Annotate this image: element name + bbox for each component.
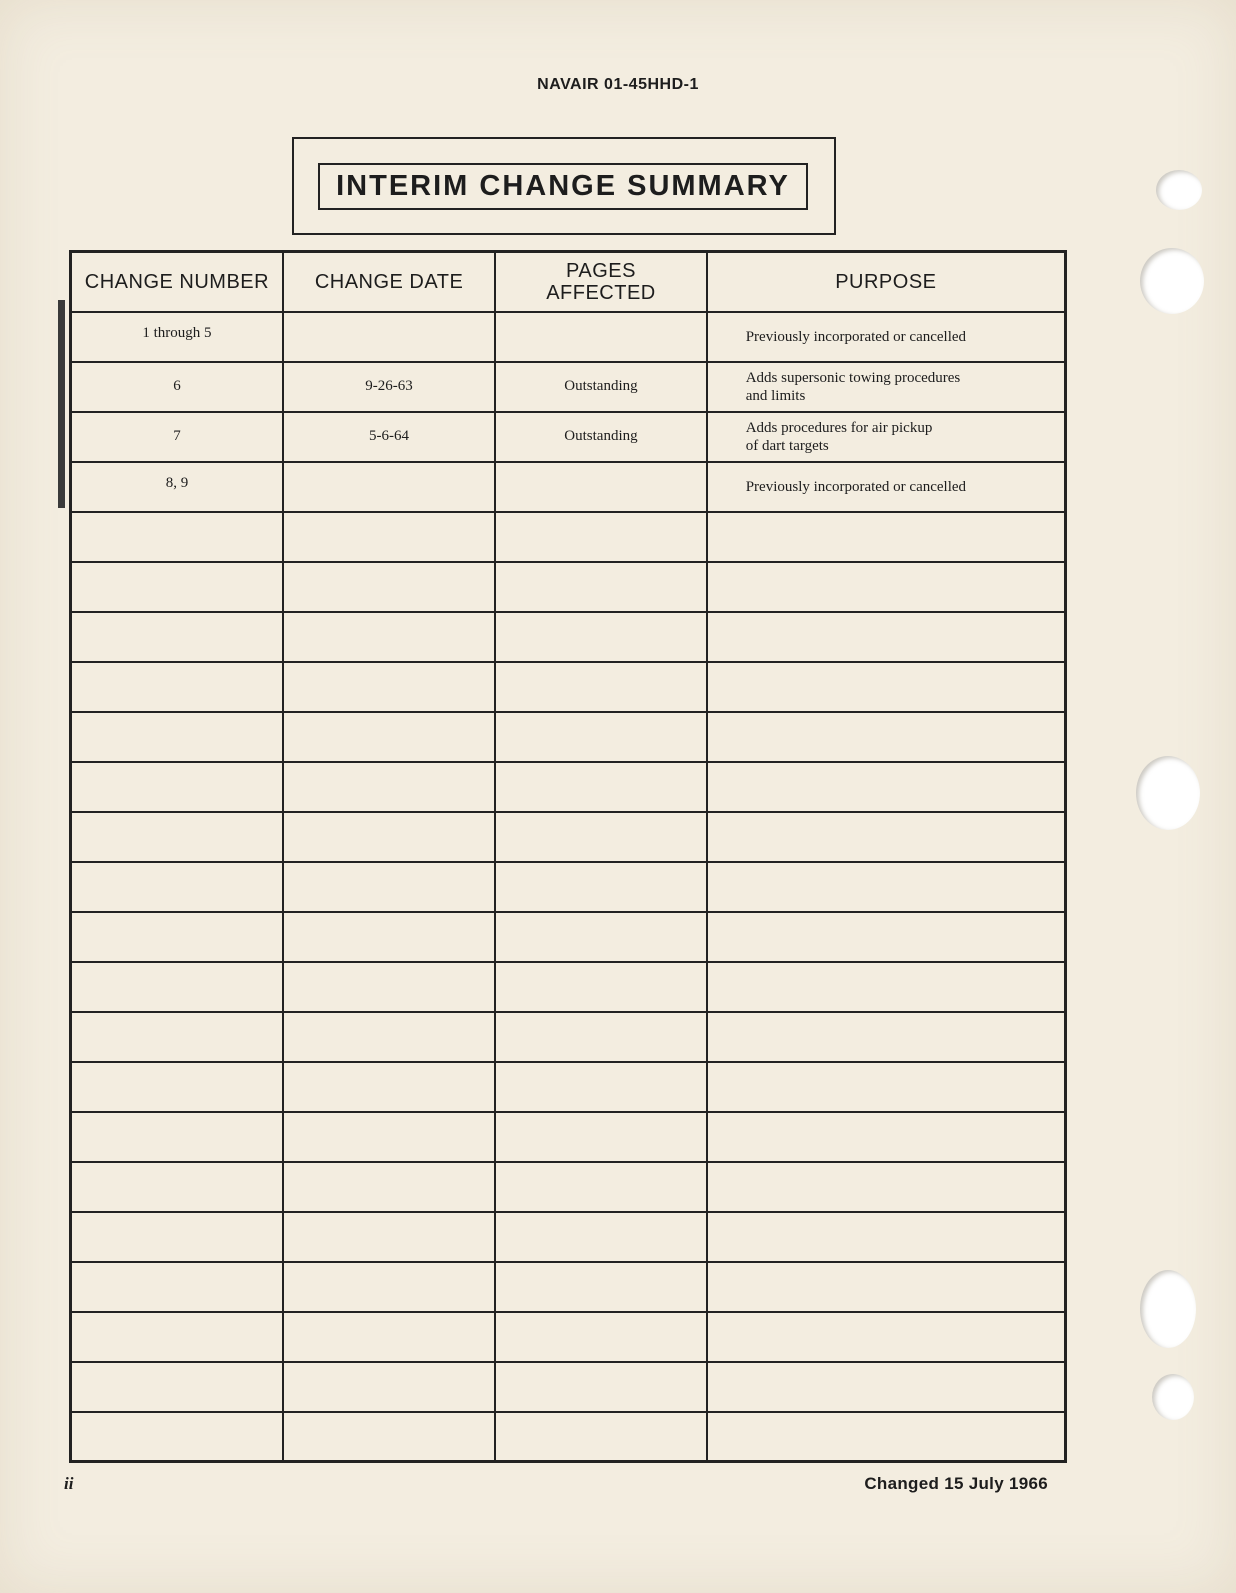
purpose-cell: [707, 1112, 1066, 1162]
change-number-cell: [71, 962, 283, 1012]
empty-table-row: [71, 1312, 1066, 1362]
change-number-cell: [71, 1012, 283, 1062]
change-bar: [58, 300, 65, 508]
change-date-cell: [283, 462, 495, 512]
pages-affected-cell: Outstanding: [495, 412, 706, 462]
pages-affected-cell: [495, 762, 706, 812]
column-header-pages-affected: PAGES AFFECTED: [495, 252, 706, 312]
pages-affected-cell: [495, 512, 706, 562]
purpose-cell: [707, 562, 1066, 612]
pages-affected-cell: [495, 1312, 706, 1362]
punch-hole: [1156, 170, 1202, 210]
pages-affected-cell: [495, 962, 706, 1012]
punch-hole: [1152, 1374, 1194, 1420]
change-date-cell: [283, 812, 495, 862]
change-date-cell: [283, 662, 495, 712]
pages-affected-cell: [495, 562, 706, 612]
pages-affected-cell: [495, 1412, 706, 1462]
page-title: INTERIM CHANGE SUMMARY: [318, 163, 808, 210]
change-date-cell: [283, 862, 495, 912]
purpose-cell: [707, 812, 1066, 862]
empty-table-row: [71, 1112, 1066, 1162]
punch-hole: [1140, 1270, 1196, 1348]
pages-affected-cell: [495, 662, 706, 712]
change-number-cell: [71, 1362, 283, 1412]
empty-table-row: [71, 612, 1066, 662]
purpose-cell: [707, 1362, 1066, 1412]
column-header-purpose: PURPOSE: [707, 252, 1066, 312]
change-date-cell: [283, 962, 495, 1012]
pages-affected-cell: [495, 712, 706, 762]
pages-affected-cell: [495, 1162, 706, 1212]
empty-table-row: [71, 1362, 1066, 1412]
purpose-cell: [707, 1162, 1066, 1212]
purpose-cell: Adds supersonic towing procedures and limits: [707, 362, 1066, 412]
pages-affected-cell: [495, 612, 706, 662]
purpose-cell: [707, 1062, 1066, 1112]
empty-table-row: [71, 712, 1066, 762]
change-number-cell: [71, 1062, 283, 1112]
change-date-cell: [283, 1312, 495, 1362]
change-number-cell: 8, 9: [71, 462, 283, 512]
purpose-cell: [707, 1012, 1066, 1062]
change-number-cell: [71, 1112, 283, 1162]
page-number: ii: [64, 1474, 74, 1493]
change-date-cell: [283, 562, 495, 612]
change-date-footer: Changed 15 July 1966: [864, 1474, 1048, 1493]
purpose-cell: [707, 1412, 1066, 1462]
empty-table-row: [71, 1412, 1066, 1462]
change-number-cell: [71, 562, 283, 612]
change-number-cell: [71, 1412, 283, 1462]
purpose-cell: [707, 1262, 1066, 1312]
table-header-row: [71, 252, 1066, 312]
change-number-cell: [71, 862, 283, 912]
change-number-cell: [71, 612, 283, 662]
change-number-cell: [71, 1262, 283, 1312]
change-number-cell: [71, 1162, 283, 1212]
pages-affected-cell: [495, 1012, 706, 1062]
pages-affected-cell: [495, 912, 706, 962]
change-date-cell: [283, 1212, 495, 1262]
change-date-cell: 5-6-64: [283, 412, 495, 462]
pages-affected-cell: Outstanding: [495, 362, 706, 412]
change-date-cell: [283, 512, 495, 562]
purpose-cell: [707, 912, 1066, 962]
table-row: [71, 412, 1066, 462]
pages-affected-cell: [495, 1362, 706, 1412]
change-number-cell: [71, 1312, 283, 1362]
purpose-cell: [707, 962, 1066, 1012]
change-date-cell: [283, 1412, 495, 1462]
column-header-change-date: CHANGE DATE: [283, 252, 495, 312]
change-number-cell: [71, 812, 283, 862]
purpose-cell: [707, 762, 1066, 812]
empty-table-row: [71, 812, 1066, 862]
empty-table-row: [71, 1012, 1066, 1062]
change-date-cell: [283, 1362, 495, 1412]
purpose-cell: [707, 1212, 1066, 1262]
change-date-cell: [283, 1112, 495, 1162]
purpose-cell: Adds procedures for air pickup of dart targets: [707, 412, 1066, 462]
change-date-cell: [283, 612, 495, 662]
pages-affected-cell: [495, 1112, 706, 1162]
empty-table-row: [71, 1062, 1066, 1112]
pages-affected-cell: [495, 862, 706, 912]
column-header-change-number: CHANGE NUMBER: [71, 252, 283, 312]
empty-table-row: [71, 1162, 1066, 1212]
empty-table-row: [71, 1262, 1066, 1312]
table-row: [71, 462, 1066, 512]
change-number-cell: [71, 1212, 283, 1262]
pages-affected-cell: [495, 1062, 706, 1112]
purpose-cell: Previously incorporated or cancelled: [707, 312, 1066, 362]
empty-table-row: [71, 912, 1066, 962]
change-date-cell: [283, 712, 495, 762]
change-number-cell: [71, 712, 283, 762]
change-number-cell: 7: [71, 412, 283, 462]
empty-table-row: [71, 512, 1066, 562]
change-date-cell: [283, 1162, 495, 1212]
purpose-cell: Previously incorporated or cancelled: [707, 462, 1066, 512]
change-date-cell: [283, 762, 495, 812]
empty-table-row: [71, 562, 1066, 612]
purpose-cell: [707, 512, 1066, 562]
change-number-cell: [71, 662, 283, 712]
empty-table-row: [71, 1212, 1066, 1262]
change-date-cell: [283, 312, 495, 362]
change-date-cell: [283, 1012, 495, 1062]
interim-change-table: [69, 250, 1067, 1463]
empty-table-row: [71, 762, 1066, 812]
pages-affected-cell: [495, 462, 706, 512]
purpose-cell: [707, 1312, 1066, 1362]
purpose-cell: [707, 712, 1066, 762]
change-date-cell: [283, 912, 495, 962]
document-number: NAVAIR 01-45HHD-1: [537, 76, 699, 93]
pages-affected-cell: [495, 1262, 706, 1312]
change-number-cell: [71, 762, 283, 812]
change-number-cell: [71, 912, 283, 962]
change-date-cell: 9-26-63: [283, 362, 495, 412]
table-row: [71, 362, 1066, 412]
purpose-cell: [707, 612, 1066, 662]
punch-hole: [1140, 248, 1204, 314]
pages-affected-cell: [495, 812, 706, 862]
purpose-cell: [707, 662, 1066, 712]
punch-hole: [1136, 756, 1200, 830]
change-date-cell: [283, 1062, 495, 1112]
change-number-cell: 6: [71, 362, 283, 412]
table-row: [71, 312, 1066, 362]
empty-table-row: [71, 662, 1066, 712]
change-date-cell: [283, 1262, 495, 1312]
pages-affected-cell: [495, 312, 706, 362]
purpose-cell: [707, 862, 1066, 912]
empty-table-row: [71, 862, 1066, 912]
change-number-cell: [71, 512, 283, 562]
empty-table-row: [71, 962, 1066, 1012]
change-number-cell: 1 through 5: [71, 312, 283, 362]
pages-affected-cell: [495, 1212, 706, 1262]
